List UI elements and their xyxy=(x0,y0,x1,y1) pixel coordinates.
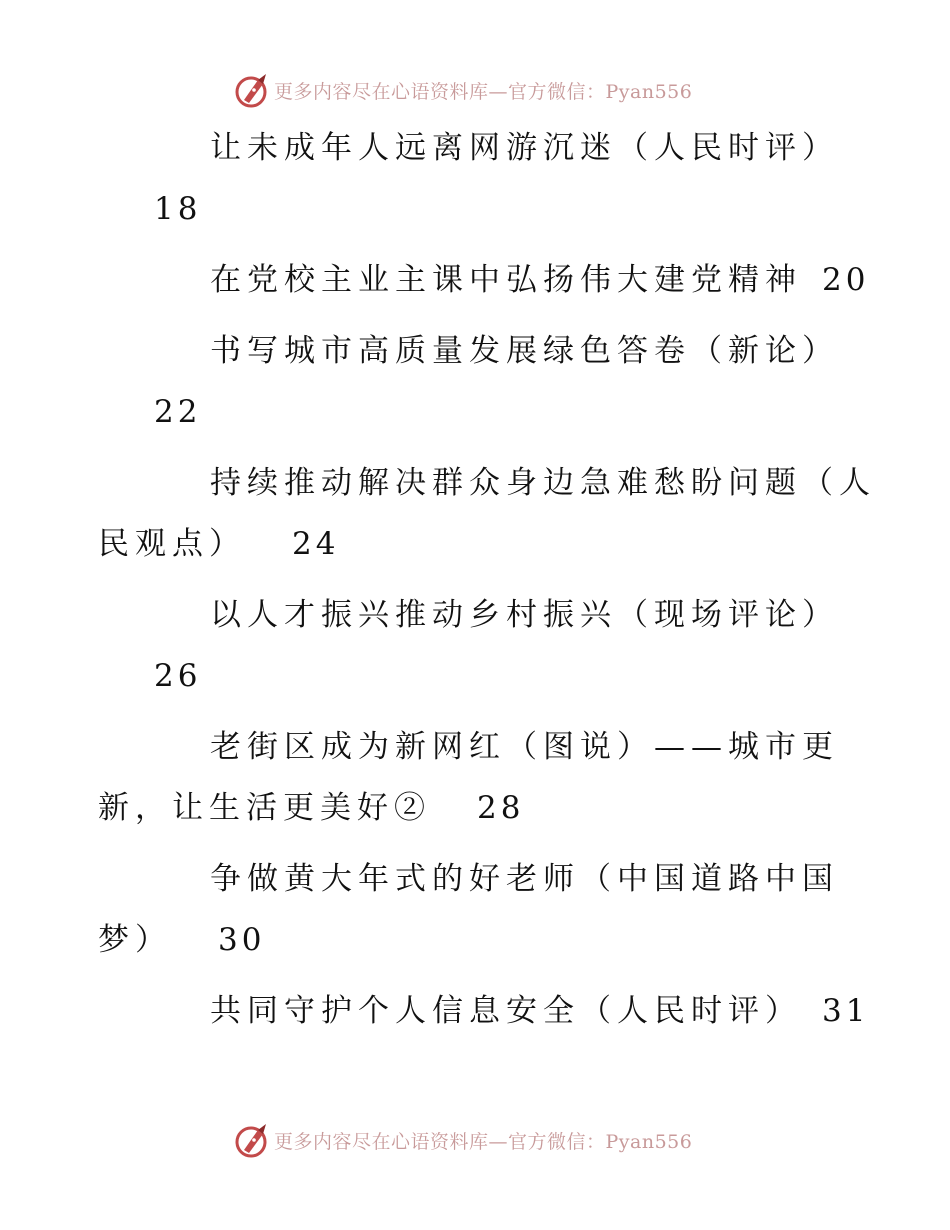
table-of-contents xyxy=(98,118,876,1052)
toc-entry-page: 18 xyxy=(154,191,202,227)
toc-entry-page: 22 xyxy=(154,394,202,430)
toc-entry-title-line1: 持续推动解决群众身边急难愁盼问题（人 xyxy=(210,465,876,501)
toc-entry[interactable] xyxy=(98,849,838,971)
toc-entry-page: 30 xyxy=(218,922,266,958)
watermark-text: 更多内容尽在心语资料库—官方微信：Pyan556 xyxy=(274,1130,693,1153)
toc-entry-title: 在党校主业主课中弘扬伟大建党精神 xyxy=(210,262,802,298)
toc-entry-title-line2: 新，让生活更美好② xyxy=(98,790,431,826)
toc-entry[interactable] xyxy=(98,717,838,839)
toc-entry-title-line2: 梦） xyxy=(98,922,172,958)
toc-entry[interactable] xyxy=(98,981,870,1042)
toc-entry-page: 26 xyxy=(154,658,202,694)
toc-entry[interactable] xyxy=(98,453,876,575)
toc-entry-page: 28 xyxy=(477,790,525,826)
toc-entry-page: 20 xyxy=(822,262,870,298)
pen-nib-circle-icon xyxy=(232,70,272,110)
toc-entry[interactable] xyxy=(98,118,838,240)
toc-entry[interactable] xyxy=(98,585,838,707)
watermark-footer xyxy=(232,1120,692,1160)
watermark-text: 更多内容尽在心语资料库—官方微信：Pyan556 xyxy=(274,80,693,103)
toc-entry-title: 让未成年人远离网游沉迷（人民时评） xyxy=(210,130,839,166)
toc-entry-page: 31 xyxy=(822,993,870,1029)
toc-entry-title: 书写城市高质量发展绿色答卷（新论） xyxy=(210,333,839,369)
toc-entry-title: 共同守护个人信息安全（人民时评） xyxy=(210,993,802,1029)
toc-entry-page: 24 xyxy=(292,526,340,562)
pen-nib-circle-icon xyxy=(232,1120,272,1160)
toc-entry-title-line1: 老街区成为新网红（图说）——城市更 xyxy=(210,729,839,765)
toc-entry[interactable] xyxy=(98,321,838,443)
toc-entry-title: 以人才振兴推动乡村振兴（现场评论） xyxy=(210,597,839,633)
toc-entry[interactable] xyxy=(98,250,870,311)
watermark-header xyxy=(232,70,692,110)
toc-entry-title-line1: 争做黄大年式的好老师（中国道路中国 xyxy=(210,861,839,897)
toc-entry-title-line2: 民观点） xyxy=(98,526,246,562)
